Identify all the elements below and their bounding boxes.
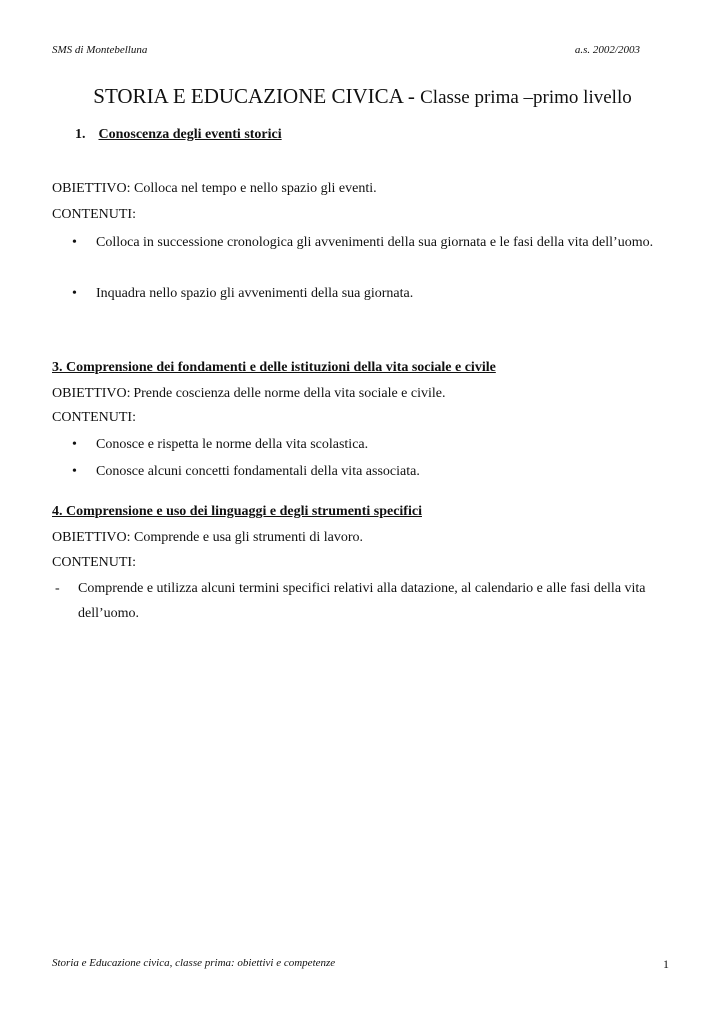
footer-title: Storia e Educazione civica, classe prima: obiettivi e competenze (52, 957, 336, 969)
section1-title: Conoscenza degli eventi storici (98, 127, 282, 142)
section4-contents-label: CONTENUTI: (52, 555, 136, 570)
header-school: SMS di Montebelluna (52, 44, 148, 56)
list-item-text: Conosce e rispetta le norme della vita scolastica. (96, 437, 369, 452)
section3-contents-label: CONTENUTI: (52, 410, 136, 425)
bullet-icon: • (72, 286, 77, 301)
page-number: 1 (663, 957, 669, 971)
title-subtitle: Classe prima –primo livello (420, 87, 632, 108)
list-item (55, 576, 672, 626)
list-item (72, 432, 672, 457)
list-item-text: Colloca in successione cronologica gli avvenimenti della sua giornata e le fasi della vita dell’uomo. (96, 235, 654, 250)
section1-objective: OBIETTIVO: Colloca nel tempo e nello spazio gli eventi. (52, 181, 377, 196)
section4-heading: 4. Comprensione e uso dei linguaggi e degli strumenti specifici (52, 504, 422, 519)
list-item-text: Conosce alcuni concetti fondamentali della vita associata. (96, 464, 420, 479)
bullet-icon: • (72, 437, 77, 452)
page-title (0, 84, 725, 109)
bullet-icon: • (72, 464, 77, 479)
title-main: STORIA E EDUCAZIONE CIVICA - (93, 84, 415, 108)
list-item (72, 281, 672, 306)
section3-objective: OBIETTIVO: Prende coscienza delle norme della vita sociale e civile. (52, 386, 446, 401)
section4-objective: OBIETTIVO: Comprende e usa gli strumenti di lavoro. (52, 530, 364, 545)
section3-heading: 3. Comprensione dei fondamenti e delle istituzioni della vita sociale e civile (52, 360, 496, 375)
list-item-text: Comprende e utilizza alcuni termini specifici relativi alla datazione, al calendario e alle fasi della vita dell’uomo. (78, 581, 646, 621)
header-school-year: a.s. 2002/2003 (574, 44, 640, 56)
section1-heading (75, 127, 282, 143)
dash-marker: - (55, 581, 60, 596)
list-item (72, 230, 672, 255)
bullet-icon: • (72, 235, 77, 250)
list-item (72, 459, 672, 484)
section1-contents-label: CONTENUTI: (52, 207, 136, 222)
section1-number: 1. (75, 127, 86, 142)
list-item-text: Inquadra nello spazio gli avvenimenti della sua giornata. (96, 286, 414, 301)
